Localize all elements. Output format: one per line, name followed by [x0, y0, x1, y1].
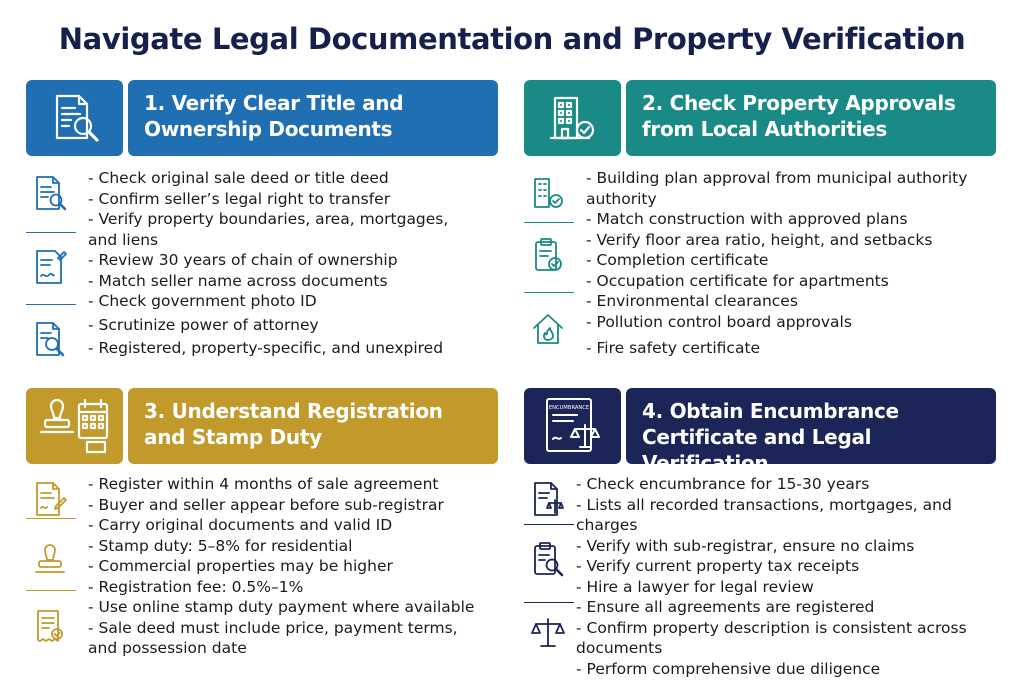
- page-title: Navigate Legal Documentation and Property Verification: [58, 22, 966, 56]
- list-item: - Review 30 years of chain of ownership: [88, 251, 398, 269]
- scales-icon: [530, 614, 572, 656]
- bullet-list: [586, 168, 996, 359]
- list-item: - Lists all recorded transactions, mortgages, and charges: [576, 495, 952, 534]
- list-item: - Verify floor area ratio, height, and setbacks: [586, 230, 933, 249]
- list-item: - Building plan approval from municipal authority authority: [586, 169, 968, 208]
- section-title: 3. Understand Registration and Stamp Duty: [144, 399, 443, 449]
- document-magnifier-icon: [26, 80, 123, 156]
- section-title: 2. Check Property Approvals from Local Authorities: [642, 91, 956, 141]
- section-header: [524, 80, 996, 156]
- separator: [524, 292, 574, 293]
- separator: [26, 232, 76, 233]
- list-item: - Verify with sub-registrar, ensure no claims: [576, 536, 915, 555]
- list-item: - Registration fee: 0.5%–1%: [88, 577, 304, 596]
- list-item: - Check government photo ID: [88, 292, 317, 310]
- bullet-list: [88, 474, 498, 659]
- list-item: - Occupation certificate for apartments: [586, 271, 889, 290]
- section-title: 4. Obtain Encumbrance Certificate and Legal Verification: [642, 399, 899, 475]
- bullet-list: [88, 168, 498, 359]
- clipboard-check-icon: [530, 236, 572, 278]
- section-title-box: [626, 80, 996, 156]
- list-item: - Completion certificate: [586, 251, 769, 269]
- document-pen-icon: [32, 480, 74, 522]
- stamp-calendar-icon: [26, 388, 123, 464]
- list-item: - Fire safety certificate: [586, 339, 761, 357]
- list-item: - Check encumbrance for 15-30 years: [576, 475, 870, 493]
- section-title-box: [626, 388, 996, 475]
- list-item: - Carry original documents and valid ID: [88, 516, 393, 534]
- list-item: - Pollution control board approvals: [586, 312, 852, 331]
- section-title: 1. Verify Clear Title and Ownership Documents: [144, 91, 404, 141]
- bullet-list: [576, 474, 996, 679]
- list-item: - Ensure all agreements are registered: [576, 598, 875, 616]
- list-item: - Hire a lawyer for legal review: [576, 577, 814, 596]
- list-item: - Verify current property tax receipts: [576, 557, 860, 575]
- section-header: [524, 388, 996, 475]
- separator: [26, 590, 76, 591]
- stamp-icon: [32, 542, 74, 584]
- building-check-icon: [524, 80, 621, 156]
- separator: [26, 304, 76, 305]
- section-encumbrance-certificate: [524, 388, 996, 678]
- list-item: - Confirm property description is consistent across documents: [576, 618, 967, 657]
- clipboard-search-icon: [530, 540, 572, 582]
- list-item: - Stamp duty: 5–8% for residential: [88, 536, 353, 555]
- section-header: [26, 388, 498, 464]
- building-check-icon: [530, 174, 572, 216]
- house-fire-icon: [530, 310, 572, 352]
- list-item: - Sale deed must include price, payment terms, and possession date: [88, 618, 458, 657]
- list-item: - Use online stamp duty payment where available: [88, 598, 475, 616]
- list-item: - Match seller name across documents: [88, 271, 388, 290]
- list-item: - Scrutinize power of attorney: [88, 315, 319, 334]
- document-scale-icon: [530, 480, 572, 522]
- list-item: - Confirm seller’s legal right to transfer: [88, 189, 391, 208]
- list-item: - Buyer and seller appear before sub-registrar: [88, 495, 444, 514]
- section-title-box: [128, 80, 498, 156]
- section-title-box: [128, 388, 498, 464]
- list-item: - Commercial properties may be higher: [88, 557, 393, 575]
- list-item: - Perform comprehensive due diligence: [576, 659, 881, 678]
- separator: [524, 524, 574, 525]
- document-search-icon: [32, 174, 74, 216]
- list-item: - Check original sale deed or title deed: [88, 169, 389, 187]
- list-item: - Verify property boundaries, area, mortgages, and liens: [88, 210, 449, 249]
- list-item: - Registered, property-specific, and unexpired: [88, 339, 444, 357]
- separator: [524, 222, 574, 223]
- document-magnifier-icon: [32, 320, 74, 362]
- section-property-approvals: [524, 80, 996, 370]
- list-item: - Register within 4 months of sale agreement: [88, 475, 439, 493]
- encumbrance-certificate-icon: [524, 388, 621, 464]
- list-item: - Environmental clearances: [586, 292, 798, 310]
- receipt-check-icon: [32, 608, 74, 650]
- separator: [26, 518, 76, 519]
- section-registration-stamp-duty: [26, 388, 498, 678]
- section-verify-title: [26, 80, 498, 370]
- separator: [524, 602, 574, 603]
- svg-text:ENCUMBRANCE: ENCUMBRANCE: [548, 405, 589, 411]
- list-item: - Match construction with approved plans: [586, 210, 908, 228]
- signature-document-icon: [32, 248, 74, 290]
- section-header: [26, 80, 498, 156]
